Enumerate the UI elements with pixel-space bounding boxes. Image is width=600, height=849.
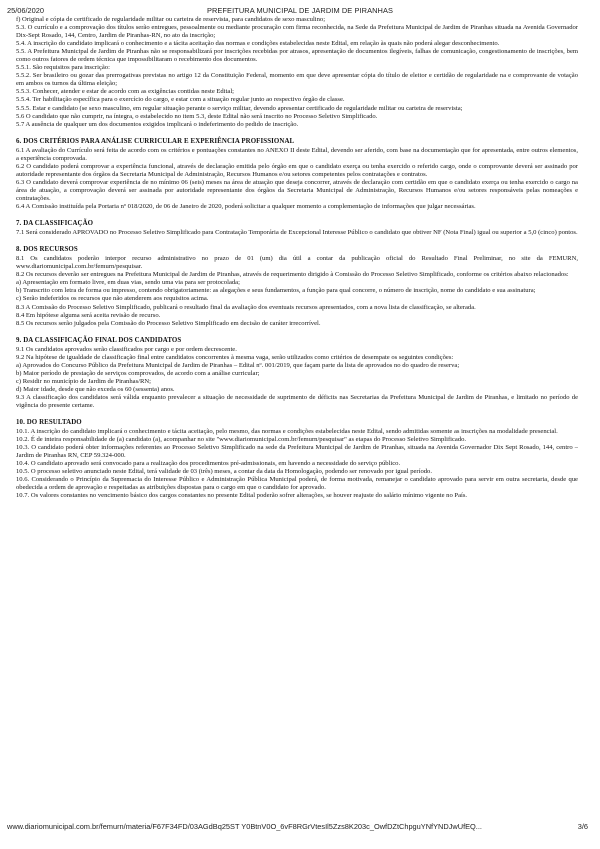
- paragraph: 8.4 Em hipótese alguma será aceita revisão de recurso.: [16, 311, 161, 319]
- paragraph: 6.3 O candidato deverá comprovar experiência de no mínimo 06 (seis) meses na área de atuação que deseja concorrer, através de declaração com certidão em que o candidato exerça ou tenha exercido o cargo na área de atuação, a comprovação deverá ser assinada por autoridade representante dos órgãos da Secretaria Municipal de Administração, Recursos Humanos e/ou setores responsáveis pelas nomeações e contratações.: [16, 178, 578, 202]
- paragraph: 7.1 Será considerado APROVADO no Processo Seletivo Simplificado para Contratação Temporária de Excepcional Interesse Público o candidato que obtiver NF (Nota Final) igual ou superior a 5,0 (cinco) pontos.: [16, 229, 578, 237]
- document-body: [16, 16, 578, 808]
- paragraph: 10.2. É de inteira responsabilidade de (a) candidato (a), acompanhar no site "www.diariomunicipal.com.br/femurn/pesquisar" as etapas do Processo Seletivo Simplificado.: [16, 436, 467, 444]
- paragraph: 5.5.4. Ter habilitação específica para o exercício do cargo, e estar com a situação regular junto ao respectivo órgão de classe.: [16, 96, 345, 104]
- paragraph: 5.5.1. São requisitos para inscrição:: [16, 64, 110, 72]
- paragraph: 5.5.2. Ser brasileiro ou gozar das prerrogativas previstas no artigo 12 da Constituição Federal, momento em que deve apresentar cópia do título de eleitor e certidão de regularidade na e comprovante de votação em ambos os turnos da última eleição;: [16, 72, 578, 88]
- section-heading: 10. DO RESULTADO: [16, 419, 82, 427]
- paragraph: a) Apresentação em formato livre, em duas vias, sendo uma via para ser protocolada;: [16, 279, 240, 287]
- section-heading: 9. DA CLASSIFICAÇÃO FINAL DOS CANDIDATOS: [16, 336, 182, 344]
- paragraph: 6.4 A Comissão instituída pela Portaria nº 018/2020, de 06 de Janeiro de 2020, poderá solicitar a qualquer momento a complementação de informações que julgar necessárias.: [16, 203, 476, 211]
- paragraph: b) Maior período de prestação de serviços comprovados, de acordo com a análise curricular;: [16, 369, 260, 377]
- source-url: www.diariomunicipal.com.br/femurn/materia/F67F34FD/03AGdBq25ST Y0BtnV0O_6vF8RGrVtesIl5Zzs8K203c_OwfDZtChpguYNfYNDJwUfEQ...: [7, 822, 482, 831]
- paragraph: 10.6. Considerando o Princípio da Supremacia do Interesse Público e Administração Pública Municipal poderá, de forma motivada, remanejar o candidato aprovado para servir em outra secretaria, desde que obedecida a ordem de aprovação e respeitadas as atribuições dispostas para o cargo em que o candidato for aprovado.: [16, 476, 578, 492]
- paragraph: 9.2 Na hipótese de igualdade de classificação final entre candidatos concorrentes à mesma vaga, serão utilizados como critérios de desempate os seguintes condições:: [16, 353, 454, 361]
- print-date: 25/06/2020: [7, 6, 44, 15]
- paragraph: 8.1 Os candidatos poderão interpor recurso administrativo no prazo de 01 (um) dia útil a contar da publicação oficial do Resultado Final Preliminar, no site da FEMURN, www.diariomunicipal.com.br/femurn/pesquisar.: [16, 255, 578, 271]
- paragraph: d) Maior idade, desde que não exceda os 60 (sessenta) anos.: [16, 385, 175, 393]
- paragraph: 5.4. A inscrição do candidato implicará o conhecimento e a tácita aceitação das normas e condições estabelecidas neste Edital, em relação às quais não poderá alegar desconhecimento.: [16, 40, 500, 48]
- paragraph: 9.1 Os candidatos aprovados serão classificados por cargo e por ordem decrescente.: [16, 345, 237, 353]
- paragraph: 8.3 A Comissão do Processo Seletivo Simplificado, publicará o resultado final da avaliação dos eventuais recursos apresentados, com a nova lista de classificação, se alterada.: [16, 303, 476, 311]
- section-resultado: [16, 419, 578, 500]
- paragraph: 10.1. A inscrição do candidato implicará o conhecimento e tácita aceitação, pelo mesmo, das normas e condições estabelecidas neste Edital, sendo admitidas somente as inscrições na modalidade presencial.: [16, 428, 558, 436]
- section-heading: 7. DA CLASSIFICAÇÃO: [16, 220, 94, 228]
- paragraph: 5.6 O candidato que não cumprir, na íntegra, o estabelecido no item 5.3, deste Edital não será inscrito no Processo Seletivo Simplificado.: [16, 112, 378, 120]
- section-recursos: [16, 246, 578, 327]
- page-number: 3/6: [577, 822, 588, 831]
- paragraph: 10.3. O candidato poderá obter informações referentes ao Processo Seletivo Simplificado na sede da Prefeitura Municipal de Jardim de Piranhas, situada na Avenida Governador Dix Sept Rosado, 144, centro – Jardim de Piranhas RN, CEP 59.324-000.: [16, 444, 578, 460]
- section-classificacao: [16, 220, 578, 237]
- paragraph: 8.2 Os recursos deverão ser entregues na Prefeitura Municipal de Jardim de Piranhas, através de requerimento dirigido à Comissão do Processo Seletivo Simplificado, conforme os critérios abaixo relacionados:: [16, 271, 569, 279]
- paragraph: 5.5.5. Estar e candidato (se sexo masculino, em regular situação perante o serviço militar, devendo apresentar certificado de regularidade militar ou carteira de reservista;: [16, 104, 463, 112]
- paragraph: b) Transcrito com letra de forma ou impresso, contendo obrigatoriamente: as alegações e seus fundamentos, a função para qual concorre, o número de inscrição, nome do candidato e sua assinatura;: [16, 287, 536, 295]
- paragraph: f) Original e cópia de certificado de regularidade militar ou carteira de reservista, para candidatos de sexo masculino;: [16, 16, 326, 23]
- section-classificacao-final: [16, 337, 578, 410]
- page-footer: [0, 822, 600, 836]
- paragraph: a) Aprovados do Concurso Público da Prefeitura Municipal de Jardim de Piranhas – Edital nº. 001/2019, que façam parte da lista de aprovados no do quadro de reserva;: [16, 361, 460, 369]
- paragraph: 10.5. O processo seletivo anunciado neste Edital, terá validade de 03 (três) meses, a contar da data da Homologação, podendo ser renovado por igual período.: [16, 468, 432, 476]
- section-criterios: [16, 138, 578, 211]
- paragraph: c) Residir no município de Jardim de Piranhas/RN;: [16, 377, 151, 385]
- paragraph: 6.1 A avaliação do Currículo será feita de acordo com os critérios e pontuações constantes no ANEXO II deste Edital, devendo ser aferido, com base na documentação que for apresentada, entre outros elementos, a experiência comprovada.: [16, 146, 578, 162]
- paragraph: c) Serão indeferidos os recursos que não atenderem aos requisitos acima.: [16, 295, 209, 303]
- paragraph: 5.3. O currículo e a comprovação dos títulos serão entregues, pessoalmente ou mediante procuração com firma reconhecida, na Sede da Prefeitura Municipal de Jardim de Piranhas situada na Avenida Governador Dix-Sept Rosado, 144, Centro, Jardim de Piranhas-RN, no ato da inscrição;: [16, 24, 578, 40]
- paragraph: 5.5.3. Conhecer, atender e estar de acordo com as exigências contidas neste Edital;: [16, 88, 234, 96]
- paragraph: 10.4. O candidato aprovado será convocado para a realização dos procedimentos pré-admissionais, em havendo a necessidade do serviço público.: [16, 460, 401, 468]
- section-heading: 6. DOS CRITÉRIOS PARA ANÁLISE CURRICULAR E EXPERIÊNCIA PROFISSIONAL: [16, 137, 295, 145]
- section-heading: 8. DOS RECURSOS: [16, 246, 78, 254]
- paragraph: 5.5. A Prefeitura Municipal de Jardim de Piranhas não se responsabilizará por inscrições recebidas por atrasos, apresentação de documentos ilegíveis, falhas de comunicação, congestionamento de inscrições, bem como outros fatores de ordem técnica que impossibilitaram o recebimento dos documentos.: [16, 48, 578, 64]
- intro-block: [16, 16, 578, 129]
- document-title: PREFEITURA MUNICIPAL DE JARDIM DE PIRANHAS: [206, 6, 394, 15]
- paragraph: 5.7 A ausência de qualquer um dos documentos exigidos implicará o indeferimento do pedido de inscrição.: [16, 120, 299, 128]
- paragraph: 10.7. Os valores constantes no vencimento básico dos cargos constantes no presente Edital poderão sofrer alterações, se houver reajuste do salário mínimo vigente no País.: [16, 492, 468, 500]
- paragraph: 9.3 A classificação dos candidatos será válida enquanto prevalecer a situação de necessidade de suprimento de déficits nas Secretarias da Prefeitura Municipal de Jardim de Piranhas, e limitado no período de vigência do presente certame.: [16, 393, 578, 410]
- paragraph: 8.5 Os recursos serão julgados pela Comissão do Processo Seletivo Simplificado em decisão de caráter irrecorrível.: [16, 319, 321, 327]
- paragraph: 6.2 O candidato poderá comprovar a experiência funcional, através de declaração emitida pelo órgão em que o candidato exerça ou tenha exercido o referido cargo, onde o comprovante deverá ser assinado por autoridade representante dos órgãos da Secretaria Municipal de Administração, Recursos Humanos e/ou setores competentes pelos contratações e contratos.: [16, 162, 578, 178]
